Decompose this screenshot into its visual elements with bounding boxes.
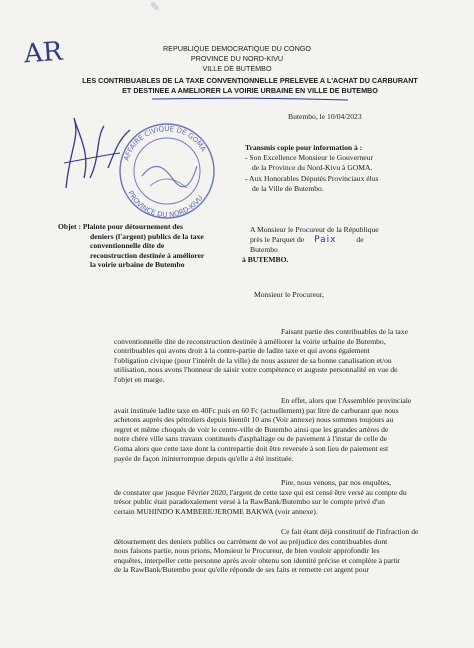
body-line: l'objet en marge. <box>114 374 165 384</box>
top-scribble: ✎ <box>150 0 161 14</box>
object-line: la voirie urbaine de Butembo <box>90 260 185 270</box>
handwritten-annotation <box>60 108 140 198</box>
body-line: Goma alors que cette taxe dont la contrepartie doit être reversée à son lieu de paiement est <box>114 443 389 453</box>
header-underline-stroke <box>150 96 350 102</box>
recipient-line2-text: près le Parquet de <box>250 234 305 244</box>
object-block <box>58 222 234 270</box>
svg-text:AFFAIRE CIVIQUE DE GOMA: AFFAIRE CIVIQUE DE GOMA <box>122 124 208 162</box>
body-line: de la RawBank/Butembo pour qu'elle réponde de ses faits et remette cet argent pour <box>114 565 369 575</box>
body-line: achetons auprès des pétroliers depuis bientôt 10 ans (Voir annexe) nous sommes toujours au <box>114 415 394 425</box>
body-paragraph <box>114 527 454 575</box>
body-line: trésor public était paradoxalement versé à la RawBank/Butembo sur le compte privé d'un <box>114 497 385 507</box>
body-line: Faisant partie des contribuables de la taxe <box>281 327 408 336</box>
body-line: payée de façon ininterrompue depuis qu'elle a été instituée. <box>114 453 294 463</box>
date-line: Butembo, le 10/04/2023 <box>288 112 362 121</box>
svg-text:PROVINCE DU NORD-KIVU: PROVINCE DU NORD-KIVU <box>126 189 205 220</box>
body-line: En effet, alors que l'Assemblée provinciale <box>281 396 412 405</box>
object-line: deniers (l'argent) publics de la taxe <box>90 231 204 241</box>
body-line: regret et même choqués de voir le centre-ville de Butembo ainsi que les grandes artères de <box>114 424 389 434</box>
recipient-line2-end: de <box>356 234 364 244</box>
body-line: enquêtes, interpeller cette personne après avoir obtenu son identité précise et complète à partir <box>114 555 401 565</box>
recipient-line2 <box>250 235 450 246</box>
body-line: avait instituée ladite taxe en 40Fc puis en 60 Fc (actuellement) par litre de carburant que nous <box>114 405 399 415</box>
body-line: certain MUHINDO KAMBERE/JEROME BAKWA (voir annexe). <box>114 506 318 516</box>
object-line: conventionnelle dite de <box>90 241 165 251</box>
header-city: VILLE DE BUTEMBO <box>202 64 272 73</box>
body-line: notre chère ville sans travaux continuels d'asphaltage ou de pavement à l'instar de celle de <box>114 434 388 444</box>
body-paragraph <box>114 478 454 516</box>
object-line: Objet : Plainte pour détournement des <box>58 222 183 231</box>
body-line: utilisation, nous avons l'honneur de saisir votre compétence et auguste personnalité en vue de <box>114 365 398 375</box>
recipient-handwritten: Paix <box>314 234 337 245</box>
body-line: nous faisons partie, nous prions, Monsieur le Procureur, de bien vouloir approfondir les <box>114 546 380 556</box>
body-line: l'obligation civique (pour l'intérêt de la ville) de nous assurer de sa bonne canalisation et/ou <box>114 355 392 365</box>
header-org-line2: ET DESTINEE A AMELIORER LA VOIRIE URBAINE EN VILLE DE BUTEMBO <box>122 86 378 95</box>
recipient-line3: Butembo <box>250 245 278 255</box>
body-line: Pire, nous venons, par nos enquêtes, <box>281 478 392 487</box>
object-line: reconstruction destinée à améliorer <box>90 250 205 260</box>
recipient-line1: A Monsieur le Procureur de la République <box>250 225 379 234</box>
body-line: contribuables qui avons droit à la contre-partie de ladite taxe et qui avons également <box>114 346 370 356</box>
body-line: Ce fait étant déjà constitutif de l'infraction de <box>281 527 419 536</box>
body-paragraph <box>114 396 454 463</box>
body-line: de constater que jusque Février 2020, l'argent de cette taxe qui est censé être versé au compte du <box>114 487 407 497</box>
recipient-line4: à BUTEMBO. <box>242 254 289 264</box>
copy-title: Transmis copie pour information à : <box>245 143 363 152</box>
salutation: Monsieur le Procureur, <box>254 290 324 299</box>
copy-item: de la Province du Nord-Kivu à GOMA. <box>252 163 373 172</box>
header-country: REPUBLIQUE DEMOCRATIQUE DU CONGO <box>162 44 312 53</box>
copy-item: - Aux Honorables Députés Provinciaux élus <box>245 174 379 183</box>
body-line: détournement des deniers publics ou carrément de vol au préjudice des contribuables dont <box>114 536 388 546</box>
header-province: PROVINCE DU NORD-KIVU <box>190 54 284 63</box>
margin-note-handwritten: AR <box>23 36 64 70</box>
copy-item: - Son Excellence Monsieur le Gouverneur <box>245 153 373 162</box>
header-org-line1: LES CONTRIBUABLES DE LA TAXE CONVENTIONNELLE PRELEVEE A L'ACHAT DU CARBURANT <box>82 76 418 85</box>
body-line: conventionnelle dite de reconstruction destinée à améliorer la voirie urbaine de Butembo, <box>114 336 386 346</box>
recipient-block <box>242 225 450 264</box>
copy-item: de la Ville de Butembo. <box>252 184 324 193</box>
body-paragraph <box>114 327 454 385</box>
